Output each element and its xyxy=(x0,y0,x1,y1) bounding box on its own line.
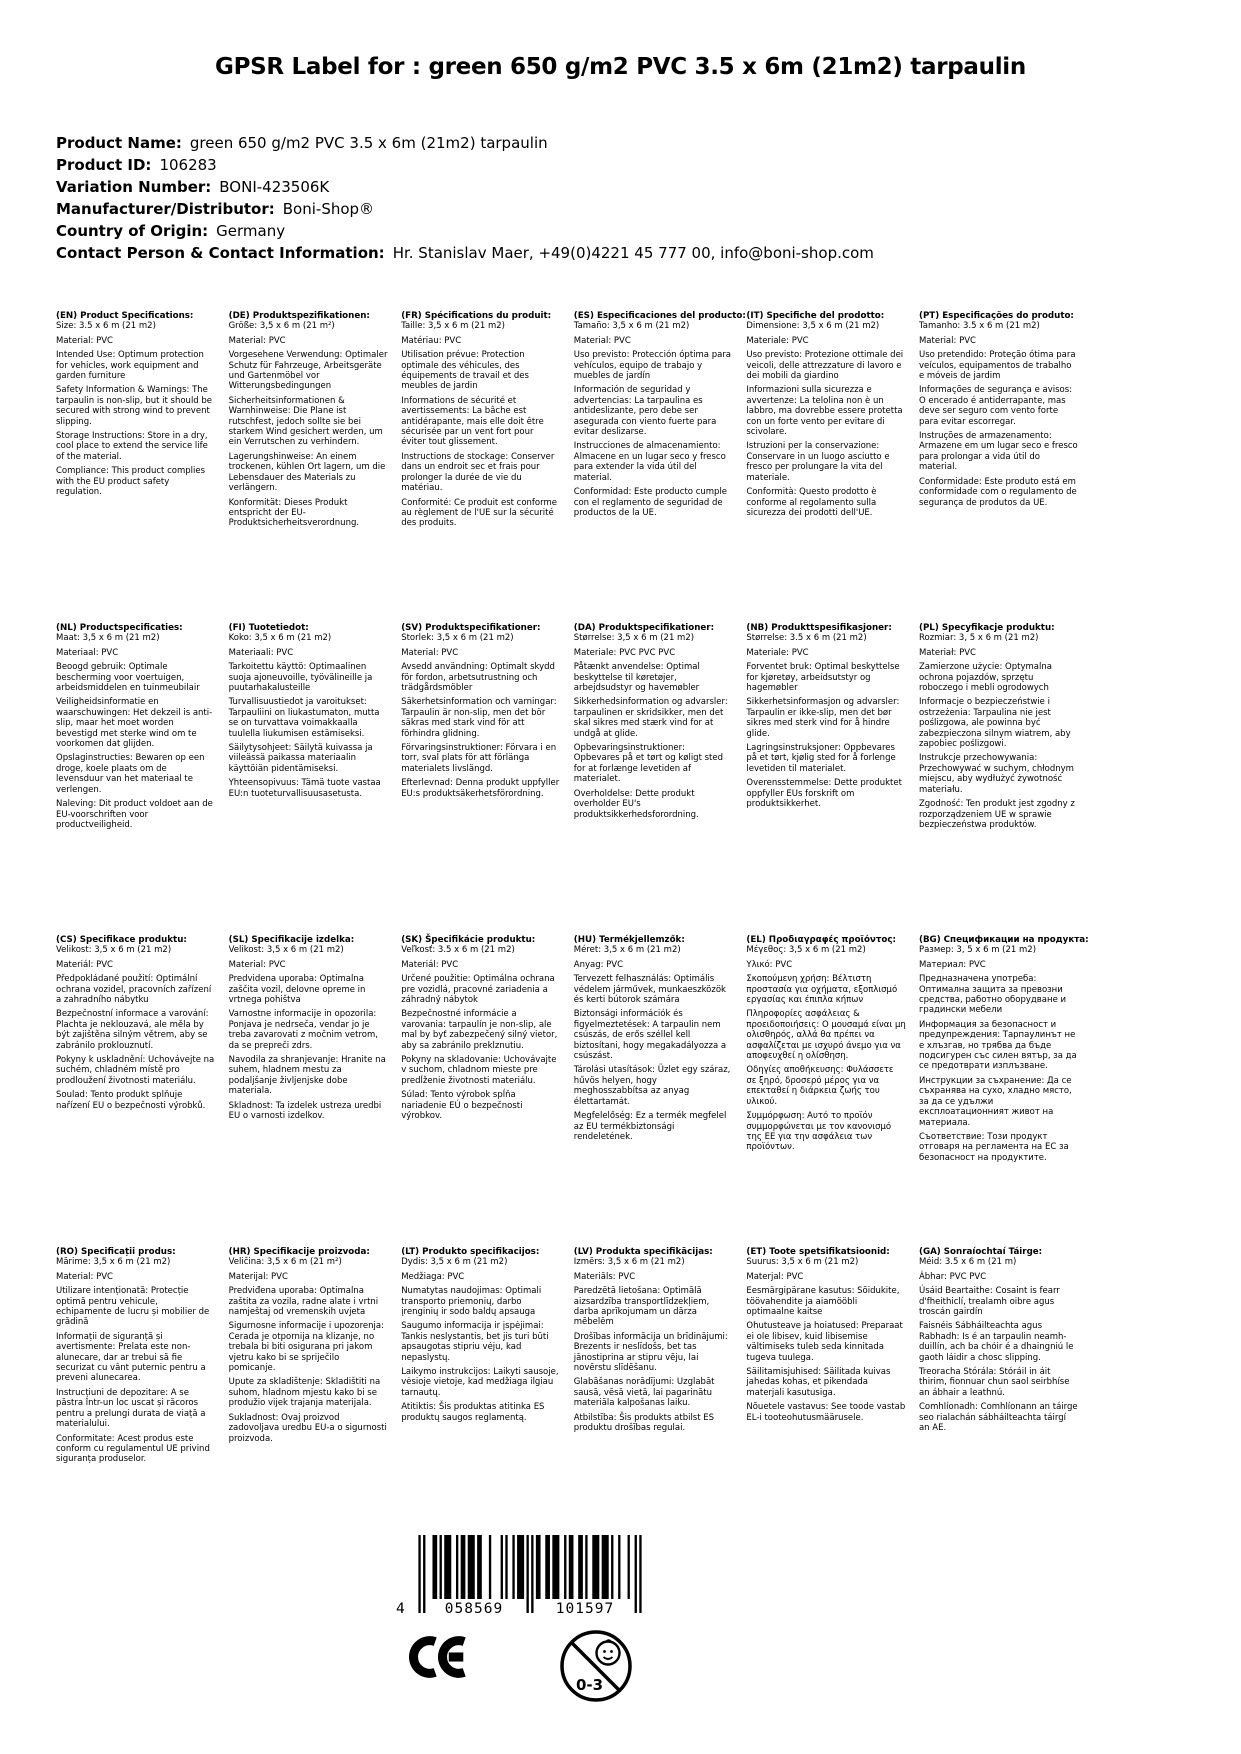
spec-heading: (SV) Produktspecifikationer: xyxy=(401,623,541,633)
spec-block-ro xyxy=(56,1247,229,1469)
spec-block-fi xyxy=(229,623,402,935)
spec-paragraph: Material: PVC xyxy=(56,335,113,346)
spec-block-cs xyxy=(56,935,229,1247)
spec-paragraph: Tamanho: 3.5 x 6 m (21 m2) xyxy=(918,321,1040,332)
spec-paragraph: Material: PVC xyxy=(401,647,459,658)
spec-paragraph: Méret: 3,5 x 6 m (21 m2) xyxy=(573,945,681,956)
spec-paragraph: Πληροφορίες ασφάλειας & προειδοποιήσεις: Ο μουσαμά είναι μη ολισθηρός, αλλά θα πρέπει να ασφαλίζεται με ισχυρό άνεμο για να αποφευχθεί η ολίσθηση. xyxy=(746,1009,906,1062)
spec-paragraph: Materiale: PVC PVC PVC xyxy=(573,647,676,658)
spec-paragraph: Compliance: This product complies with the EU product safety regulation. xyxy=(56,466,205,498)
spec-paragraph: Sigurnosne informacije i upozorenja: Cerada je otpornija na klizanje, no trebala bi biti osigurana pri jakom vjetru kako bi se spriječilo pomicanje. xyxy=(228,1321,384,1374)
spec-heading: (IT) Specifiche del prodotto: xyxy=(746,311,885,321)
spec-paragraph: Materijal: PVC xyxy=(228,1271,288,1282)
spec-paragraph: Glabāšanas norādījumi: Uzglabāt sausā, vēsā vietā, lai pagarinātu materiāla kalpošanas laiku. xyxy=(573,1377,715,1409)
spec-paragraph: Materiale: PVC xyxy=(746,647,809,658)
spec-paragraph: Biztonsági információk és figyelmeztetések: A tarpaulin nem csúszás, de erős széllel kell biztosítani, hogy megakadályozza a csúszást. xyxy=(573,1009,727,1062)
barcode-group-2: 101597 xyxy=(555,1601,615,1617)
spec-paragraph: Οδηγίες αποθήκευσης: Φυλάσσετε σε ξηρό, δροσερό μέρος για να επεκταθεί η διάρκεια ζωής του υλικού. xyxy=(746,1065,894,1107)
spec-paragraph: Saugumo informacija ir įspėjimai: Tankis neslystantis, bet jis turi būti apsaugotas stipriu vėju, kad nepaslystų. xyxy=(401,1321,549,1363)
barcode xyxy=(392,1535,672,1627)
spec-paragraph: Utilisation prévue: Protection optimale des véhicules, des équipements de travail et des meubles de jardin xyxy=(401,350,529,392)
product-info-label: Contact Person & Contact Information: xyxy=(56,244,385,262)
spec-heading: (FI) Tuotetiedot: xyxy=(228,623,309,633)
spec-paragraph: Informações de segurança e avisos: O encerado é antiderrapante, mas deve ser seguro com vento forte para evitar escorregar. xyxy=(918,385,1073,427)
spec-paragraph: Dimensione: 3,5 x 6 m (21 m2) xyxy=(746,321,880,332)
spec-paragraph: Varnostne informacije in opozorila: Ponjava je nedrseča, vendar jo je treba zavarovati z močnim vetrom, da se prepreči zdrs. xyxy=(228,1009,378,1051)
spec-block-et xyxy=(746,1247,919,1469)
spec-paragraph: Utilizare intenționată: Protecție optimă pentru vehicule, echipamente de lucru și mobilier de grădină xyxy=(56,1286,210,1328)
page-title: GPSR Label for : green 650 g/m2 PVC 3.5 x 6m (21m2) tarpaulin xyxy=(215,54,1026,80)
spec-paragraph: Medžiaga: PVC xyxy=(401,1271,465,1282)
spec-block-lt xyxy=(401,1247,574,1469)
spec-paragraph: Zamierzone użycie: Optymalna ochrona pojazdów, sprzętu roboczego i mebli ogrodowych xyxy=(918,662,1052,694)
spec-paragraph: Izmērs: 3,5 x 6 m (21 m2) xyxy=(573,1257,685,1268)
spec-heading: (RO) Specificații produs: xyxy=(56,1247,176,1257)
spec-block-bg xyxy=(919,935,1092,1247)
spec-paragraph: Naleving: Dit product voldoet aan de EU-voorschriften voor productveiligheid. xyxy=(56,799,213,830)
spec-paragraph: Opbevaringsinstruktioner: Opbevares på et tørt og køligt sted for at forlænge levetiden af materialet. xyxy=(573,743,723,785)
spec-heading: (LV) Produkta specifikācijas: xyxy=(573,1247,713,1257)
spec-paragraph: Material: PVC xyxy=(918,335,976,346)
product-info-value: Boni-Shop® xyxy=(282,200,375,218)
spec-paragraph: Ábhar: PVC PVC xyxy=(918,1271,987,1282)
spec-paragraph: Bezpečnostné informácie a varovania: tarpaulín je non-slip, ale mal by byť zabezpečený silný vietor, aby sa zabránilo preklznutiu. xyxy=(401,1009,558,1051)
spec-paragraph: Predviđena uporaba: Optimalna zaštita za vozila, radne alate i vrtni namještaj od vremenskih uvjeta xyxy=(228,1286,379,1318)
spec-heading: (DE) Produktspezifikationen: xyxy=(228,311,370,321)
spec-paragraph: Navodila za shranjevanje: Hranite na suhem, hladnem mestu za podaljšanje življenjske dobe materiala. xyxy=(228,1055,386,1097)
spec-paragraph: Tamaño: 3,5 x 6 m (21 m2) xyxy=(573,321,690,332)
spec-paragraph: Suurus: 3,5 x 6 m (21 m2) xyxy=(746,1257,859,1268)
spec-paragraph: Μέγεθος: 3,5 x 6 m (21 m2) xyxy=(746,945,866,956)
spec-paragraph: Materjal: PVC xyxy=(746,1271,804,1282)
spec-block-el xyxy=(746,935,919,1247)
product-info-row xyxy=(56,198,874,220)
spec-paragraph: Velikost: 3,5 x 6 m (21 m2) xyxy=(56,945,172,956)
spec-heading: (DA) Produktspecifikationer: xyxy=(573,623,715,633)
spec-paragraph: Informacje o bezpieczeństwie i ostrzeżenia: Tarpaulina nie jest poślizgowa, ale powinna być zabezpieczona silnym wiatrem, aby zapobiec poślizgowi. xyxy=(918,697,1071,750)
spec-paragraph: Съответствие: Този продукт отговаря на регламента на ЕС за безопасност на продуктите. xyxy=(918,1131,1069,1163)
spec-heading: (FR) Spécifications du produit: xyxy=(401,311,552,321)
barcode-group-1: 058569 xyxy=(444,1601,504,1617)
spec-heading: (SL) Specifikacije izdelka: xyxy=(228,935,355,945)
spec-paragraph: Ohutusteave ja hoiatused: Preparaat ei ole libisev, kuid libisemise vältimiseks tuleb seda kinnitada tugeva tuulega. xyxy=(746,1321,903,1363)
spec-block-hu xyxy=(574,935,747,1247)
product-info-row xyxy=(56,220,874,242)
spec-paragraph: Instrucțiuni de depozitare: A se păstra într-un loc uscat și răcoros pentru a prelungi durata de viață a materialului. xyxy=(56,1387,206,1430)
spec-paragraph: Material: PVC xyxy=(573,335,631,346)
spec-paragraph: Instrukcje przechowywania: Przechowywać w suchym, chłodnym miejscu, aby wydłużyć żywotność materiału. xyxy=(918,753,1074,795)
spec-heading: (CS) Specifikace produktu: xyxy=(56,935,187,945)
spec-block-sv xyxy=(401,623,574,935)
spec-paragraph: Storage Instructions: Store in a dry, cool place to extend the service life of the material. xyxy=(56,431,208,462)
spec-paragraph: Uso previsto: Protección óptima para vehículos, equipo de trabajo y muebles de jardín xyxy=(573,350,732,382)
spec-paragraph: Safety Information & Warnings: The tarpaulin is non-slip, but it should be secured with strong wind to prevent slipping. xyxy=(56,385,213,427)
spec-paragraph: Materiál: PVC xyxy=(401,959,459,970)
spec-paragraph: Materiāls: PVC xyxy=(573,1271,636,1282)
product-info-label: Product Name: xyxy=(56,134,182,152)
spec-heading: (GA) Sonraíochtaí Táirge: xyxy=(918,1247,1043,1257)
product-info-row xyxy=(56,154,874,176)
spec-paragraph: Tervezett felhasználás: Optimális védelem járművek, munkaeszközök és kerti bútorok számára xyxy=(573,974,726,1006)
spec-block-nl xyxy=(56,623,229,935)
product-info-row xyxy=(56,242,874,264)
spec-paragraph: Conformitate: Acest produs este conform cu regulamentul UE privind siguranța produselor. xyxy=(56,1433,210,1465)
spec-paragraph: Material: PVC xyxy=(56,1271,113,1282)
product-info-value: Germany xyxy=(216,222,286,240)
spec-paragraph: Konformität: Dieses Produkt entspricht der EU-Produktsicherheitsverordnung. xyxy=(228,497,360,529)
spec-heading: (EN) Product Specifications: xyxy=(56,311,194,321)
spec-paragraph: Úsáid Beartaithe: Cosaint is fearr d'fheithiclí, trealamh oibre agus troscán gairdín xyxy=(918,1286,1060,1318)
spec-paragraph: Material: PVC xyxy=(228,335,286,346)
spec-paragraph: Påtænkt anvendelse: Optimal beskyttelse til køretøjer, arbejdsudstyr og havemøbler xyxy=(573,662,700,694)
spec-paragraph: Veľkosť: 3.5 x 6 m (21 m2) xyxy=(401,945,515,956)
spec-paragraph: Materiaal: PVC xyxy=(56,647,119,658)
spec-paragraph: Säkerhetsinformation och varningar: Tarpaulin är non-slip, men det bör säkras med stark vind för att förhindra glidning. xyxy=(401,697,557,739)
product-info-value: Hr. Stanislav Maer, +49(0)4221 45 777 00, info@boni-shop.com xyxy=(392,244,874,262)
spec-paragraph: Turvallisuustiedot ja varoitukset: Tarpauliini on liukastumaton, mutta se on turvattava voimakkaalla tuulella liukumisen estämiseksi. xyxy=(228,697,380,739)
spec-paragraph: Uso pretendido: Proteção ótima para veículos, equipamentos de trabalho e móveis de jardim xyxy=(918,350,1076,382)
spec-heading: (HU) Termékjellemzők: xyxy=(573,935,685,945)
spec-paragraph: Størrelse: 3,5 x 6 m (21 m2) xyxy=(573,633,695,644)
spec-paragraph: Dydis: 3,5 x 6 m (21 m2) xyxy=(401,1257,508,1268)
spec-heading: (PL) Specyfikacje produktu: xyxy=(918,623,1055,633)
spec-paragraph: Материал: PVC xyxy=(918,959,986,970)
spec-block-da xyxy=(574,623,747,935)
spec-paragraph: Veličina: 3,5 x 6 m (21 m²) xyxy=(228,1257,342,1268)
spec-paragraph: Drošības informācija un brīdinājumi: Brezents ir neslīdošs, bet tas jānostiprina ar stipru vēju, lai novērstu slīdēšanu. xyxy=(573,1331,728,1374)
spec-paragraph: Conformità: Questo prodotto è conforme al regolamento sulla sicurezza dei prodotti dell'UE. xyxy=(746,487,877,518)
spec-paragraph: Informazioni sulla sicurezza e avvertenze: La telolina non è un labbro, ma dovrebbe essere protetta con un forte vento per evitare di scivolare. xyxy=(746,385,903,438)
spec-paragraph: Sicherheitsinformationen & Warnhinweise: Die Plane ist rutschfest, jedoch sollte sie bei starkem Wind gesichert werden, um ein Verrutschen zu verhindern. xyxy=(228,395,383,448)
spec-paragraph: Treoracha Stórála: Stóráil in áit thirim, fionnuar chun saol seirbhíse an ábhair a leathnú. xyxy=(918,1367,1070,1398)
spec-paragraph: Koko: 3,5 x 6 m (21 m2) xyxy=(228,633,332,644)
spec-paragraph: Materiál: PVC xyxy=(56,959,113,970)
spec-paragraph: Yhteensopivuus: Tämä tuote vastaa EU:n tuoteturvallisuusasetusta. xyxy=(228,778,381,799)
spec-paragraph: Instructions de stockage: Conserver dans un endroit sec et frais pour prolonger la durée de vie du matériau. xyxy=(401,451,555,494)
ce-mark-icon xyxy=(408,1634,466,1684)
spec-paragraph: Informations de sécurité et avertissements: La bâche est antidérapante, mais elle doit être sécurisée par un vent fort pour éviter tout glissement. xyxy=(401,395,544,448)
spec-paragraph: Sikkerhedsinformation og advarsler: tarpaulinen er skridsikker, men det skal sikres med stærk vind for at undgå at glide. xyxy=(573,697,728,739)
spec-paragraph: Atitiktis: Šis produktas atitinka ES produktų saugos reglamentą. xyxy=(401,1402,545,1423)
spec-paragraph: Material: PVC xyxy=(228,959,286,970)
spec-paragraph: Materiał: PVC xyxy=(918,647,976,658)
spec-paragraph: Tarkoitettu käyttö: Optimaalinen suoja ajoneuvoille, työvälineille ja puutarhakalusteille xyxy=(228,662,373,694)
spec-paragraph: Veiligheidsinformatie en waarschuwingen: Het dekzeil is anti-slip, maar het moet worden bevestigd met sterke wind om te voorkomen dat glijden. xyxy=(56,697,213,750)
spec-paragraph: Megfelelőség: Ez a termék megfelel az EU termékbiztonsági rendeletének. xyxy=(573,1111,727,1142)
spec-heading: (NL) Productspecificaties: xyxy=(56,623,183,633)
spec-heading: (LT) Produkto specifikacijos: xyxy=(401,1247,540,1257)
spec-paragraph: Информация за безопасност и предупреждения: Тарпаулинът не е хлъзгав, но трябва да бъде подсигурен със силен вятър, за да се предотврати изплъзване. xyxy=(918,1019,1077,1072)
spec-paragraph: Soulad: Tento produkt splňuje nařízení EU o bezpečnosti výrobků. xyxy=(56,1090,206,1111)
spec-paragraph: Paredzētā lietošana: Optimālā aizsardzība transportlīdzekļiem, darba aprīkojumam un dārza mēbelēm xyxy=(573,1286,710,1328)
spec-paragraph: Lagerungshinweise: An einem trockenen, kühlen Ort lagern, um die Lebensdauer des Materials zu verlängern. xyxy=(228,451,386,494)
spec-paragraph: Overholdelse: Dette produkt overholder EU's produktsikkerhedsforordning. xyxy=(573,788,699,820)
spec-paragraph: Comhlíonadh: Comhlíonann an táirge seo rialachán sábháilteachta táirgí an AE. xyxy=(918,1402,1078,1434)
spec-paragraph: Materiaali: PVC xyxy=(228,647,294,658)
spec-paragraph: Mărime: 3,5 x 6 m (21 m2) xyxy=(56,1257,171,1268)
spec-paragraph: Istruzioni per la conservazione: Conservare in un luogo asciutto e fresco per prolungare la vita del materiale. xyxy=(746,441,890,483)
spec-heading: (NB) Produkttspesifikasjoner: xyxy=(746,623,892,633)
spec-paragraph: Предназначена употреба: Оптимална защита за превозни средства, работно оборудване и градински мебели xyxy=(918,974,1067,1016)
spec-block-pl xyxy=(919,623,1092,935)
spec-paragraph: Předpokládané použití: Optimální ochrana vozidel, pracovních zařízení a zahradního nábytku xyxy=(56,974,212,1006)
spec-paragraph: Uso previsto: Protezione ottimale dei veicoli, delle attrezzature di lavoro e dei mobili da giardino xyxy=(746,350,904,382)
product-info-label: Variation Number: xyxy=(56,178,212,196)
spec-paragraph: Инструкции за съхранение: Да се съхранява на сухо, хладно място, за да се удължи експлоатационният живот на материала. xyxy=(918,1075,1072,1128)
spec-paragraph: Faisnéis Sábháilteachta agus Rabhadh: Is é an tarpaulin neamh-duillín, ach ba chóir é a dhaingniú le gaoth láidir a chosc slipping. xyxy=(918,1321,1074,1363)
spec-paragraph: Lagringsinstruksjoner: Oppbevares på et tørt, kjølig sted for å forlenge levetiden til materialet. xyxy=(746,743,896,774)
spec-paragraph: Materiale: PVC xyxy=(746,335,809,346)
spec-block-it xyxy=(746,311,919,623)
spec-block-de xyxy=(229,311,402,623)
spec-block-nb xyxy=(746,623,919,935)
spec-block-ga xyxy=(919,1247,1092,1469)
spec-block-pt xyxy=(919,311,1092,623)
specs-grid xyxy=(56,311,1092,1469)
spec-heading: (HR) Specifikacije proizvoda: xyxy=(228,1247,370,1257)
product-info-value: 106283 xyxy=(159,156,217,174)
spec-paragraph: Zgodność: Ten produkt jest zgodny z rozporządzeniem UE w sprawie bezpieczeństwa produktów. xyxy=(918,799,1075,830)
spec-paragraph: Beoogd gebruik: Optimale bescherming voor voertuigen, arbeidsmiddelen en tuinmeubilair xyxy=(56,662,200,694)
product-info-value: green 650 g/m2 PVC 3.5 x 6m (21m2) tarpaulin xyxy=(189,134,548,152)
age-warning-label: 0-3 xyxy=(576,1676,604,1694)
spec-paragraph: Instrucciones de almacenamiento: Almacene en un lugar seco y fresco para extender la vida útil del material. xyxy=(573,441,726,483)
spec-paragraph: Méid: 3.5 x 6 m (21 m) xyxy=(918,1257,1017,1268)
spec-paragraph: Numatytas naudojimas: Optimali transporto priemonių, darbo įrenginių ir sodo baldų apsauga xyxy=(401,1286,542,1318)
product-info-row xyxy=(56,132,874,154)
spec-block-sl xyxy=(229,935,402,1247)
spec-block-es xyxy=(574,311,747,623)
product-info-value: BONI-423506K xyxy=(219,178,330,196)
spec-paragraph: Säilitamisjuhised: Säilitada kuivas jahedas kohas, et pikendada materjali kasutusiga. xyxy=(746,1367,891,1398)
spec-paragraph: Υλικό: PVC xyxy=(746,959,793,970)
product-info-label: Country of Origin: xyxy=(56,222,209,240)
spec-block-fr xyxy=(401,311,574,623)
spec-paragraph: Förvaringsinstruktioner: Förvara i en torr, sval plats för att förlänga materialets livslängd. xyxy=(401,743,557,774)
spec-block-lv xyxy=(574,1247,747,1469)
spec-paragraph: Forventet bruk: Optimal beskyttelse for kjøretøy, arbeidsutstyr og hagemøbler xyxy=(746,662,900,694)
spec-paragraph: Storlek: 3,5 x 6 m (21 m2) xyxy=(401,633,514,644)
spec-paragraph: Sukladnost: Ovaj proizvod zadovoljava uredbu EU-a o sigurnosti proizvoda. xyxy=(228,1412,387,1444)
spec-paragraph: Eesmärgipärane kasutus: Sõidukite, töövahendite ja aiamööbli optimaalne kaitse xyxy=(746,1286,900,1318)
spec-paragraph: Určené použitie: Optimálna ochrana pre vozidlá, pracovné zariadenia a záhradný nábytok xyxy=(401,974,555,1006)
spec-paragraph: Avsedd användning: Optimalt skydd för fordon, arbetsutrustning och trädgårdsmöbler xyxy=(401,662,555,694)
barcode-lead-digit: 4 xyxy=(396,1601,406,1617)
spec-heading: (BG) Спецификации на продукта: xyxy=(918,935,1089,945)
spec-paragraph: Rozmiar: 3, 5 x 6 m (21 m2) xyxy=(918,633,1039,644)
spec-paragraph: Größe: 3,5 x 6 m (21 m²) xyxy=(228,321,335,332)
spec-paragraph: Pokyny na skladovanie: Uchovávajte v suchom, chladnom mieste pre predĺženie životnosti materiálu. xyxy=(401,1055,557,1086)
product-info-label: Manufacturer/Distributor: xyxy=(56,200,275,218)
spec-paragraph: Vorgesehene Verwendung: Optimaler Schutz für Fahrzeuge, Arbeitsgeräte und Gartenmöbel vor Witterungsbedingungen xyxy=(228,350,388,392)
spec-paragraph: Størrelse: 3.5 x 6 m (21 m2) xyxy=(746,633,867,644)
spec-paragraph: Instruções de armazenamento: Armazene em um lugar seco e fresco para prolongar a vida útil do material. xyxy=(918,431,1078,473)
spec-heading: (SK) Špecifikácie produktu: xyxy=(401,935,536,945)
spec-paragraph: Overensstemmelse: Dette produktet oppfyller EUs forskrift om produktsikkerhet. xyxy=(746,778,902,810)
spec-heading: (PT) Especificações do produto: xyxy=(918,311,1074,321)
spec-paragraph: Predvidena uporaba: Optimalna zaščita vozil, delovne opreme in vrtnega pohištva xyxy=(228,974,366,1006)
spec-paragraph: Size: 3.5 x 6 m (21 m2) xyxy=(56,321,156,332)
spec-paragraph: Atbilstība: Šis produkts atbilst ES produktu drošības regulai. xyxy=(573,1412,715,1434)
spec-paragraph: Maat: 3,5 x 6 m (21 m2) xyxy=(56,633,160,644)
spec-paragraph: Tárolási utasítások: Üzlet egy száraz, hűvös helyen, hogy meghosszabbítsa az anyag élettartamát. xyxy=(573,1065,731,1107)
spec-paragraph: Conformidade: Este produto está em conformidade com o regulamento de segurança de produtos da UE. xyxy=(918,476,1077,508)
spec-block-en xyxy=(56,311,229,623)
spec-paragraph: Skladnost: Ta izdelek ustreza uredbi EU o varnosti izdelkov. xyxy=(228,1100,382,1122)
spec-paragraph: Información de seguridad y advertencias: La tarpaulina es antideslizante, pero debe ser asegurada con viento fuerte para evitar deslizarse. xyxy=(573,385,717,438)
spec-paragraph: Conformité: Ce produit est conforme au règlement de l'UE sur la sécurité des produits. xyxy=(401,497,557,529)
spec-paragraph: Σκοπούμενη χρήση: Βέλτιστη προστασία για οχήματα, εξοπλισμό εργασίας και έπιπλα κήπων xyxy=(746,974,898,1006)
spec-paragraph: Upute za skladištenje: Skladištiti na suhom, hladnom mjestu kako bi se produžio vijek trajanja materijala. xyxy=(228,1377,381,1409)
product-info-row xyxy=(56,176,874,198)
age-warning-0-3-icon xyxy=(556,1626,636,1710)
spec-paragraph: Bezpečnostní informace a varování: Plachta je neklouzavá, ale měla by být zajištěna silným větrem, aby se zabránilo proklouznutí. xyxy=(56,1009,209,1051)
spec-paragraph: Laikymo instrukcijos: Laikyti sausoje, vėsioje vietoje, kad medžiaga ilgiau tarnautų. xyxy=(401,1367,559,1398)
spec-paragraph: Intended Use: Optimum protection for vehicles, work equipment and garden furniture xyxy=(56,350,204,382)
spec-heading: (EL) Προδιαγραφές προϊόντος: xyxy=(746,935,896,945)
spec-paragraph: Efterlevnad: Denna produkt uppfyller EU:s produktsäkerhetsförordning. xyxy=(401,778,560,799)
spec-paragraph: Informații de siguranță și avertismente: Prelata este non-alunecare, dar ar trebui să fie securizat cu vânt puternic pentru a preveni alunecarea. xyxy=(56,1331,206,1384)
product-info xyxy=(56,132,874,264)
spec-paragraph: Matériau: PVC xyxy=(401,335,462,346)
spec-paragraph: Pokyny k uskladnění: Uchovávejte na suchém, chladném místě pro prodloužení životnosti materiálu. xyxy=(56,1055,215,1086)
spec-paragraph: Anyag: PVC xyxy=(573,959,624,970)
product-info-label: Product ID: xyxy=(56,156,152,174)
spec-heading: (ES) Especificaciones del producto: xyxy=(573,311,746,321)
spec-paragraph: Συμμόρφωση: Αυτό το προϊόν συμμορφώνεται με τον κανονισμό της ΕΕ για την ασφάλεια των προϊόντων. xyxy=(746,1111,892,1153)
spec-paragraph: Nõuetele vastavus: See toode vastab EL-i tooteohutusmäärusele. xyxy=(746,1402,906,1423)
spec-heading: (ET) Toote spetsifikatsioonid: xyxy=(746,1247,890,1257)
spec-paragraph: Sikkerhetsinformasjon og advarsler: Tarpaulin er ikke-slip, men det bør sikres med sterk vind for å hindre glide. xyxy=(746,697,900,739)
spec-paragraph: Opslaginstructies: Bewaren op een droge, koele plaats om de levensduur van het materiaal te verlengen. xyxy=(56,753,205,795)
spec-paragraph: Taille: 3,5 x 6 m (21 m2) xyxy=(401,321,505,332)
spec-block-sk xyxy=(401,935,574,1247)
spec-paragraph: Conformidad: Este producto cumple con el reglamento de seguridad de productos de la UE. xyxy=(573,487,728,518)
spec-paragraph: Súlad: Tento výrobok spĺňa nariadenie EÚ o bezpečnosti výrobkov. xyxy=(401,1090,523,1122)
spec-paragraph: Velikost: 3,5 x 6 m (21 m2) xyxy=(228,945,344,956)
spec-block-hr xyxy=(229,1247,402,1469)
spec-paragraph: Размер: 3, 5 x 6 m (21 m2) xyxy=(918,945,1037,956)
spec-paragraph: Säilytysohjeet: Säilytä kuivassa ja viileässä paikassa materiaalin käyttöiän pidentämiseksi. xyxy=(228,743,373,774)
